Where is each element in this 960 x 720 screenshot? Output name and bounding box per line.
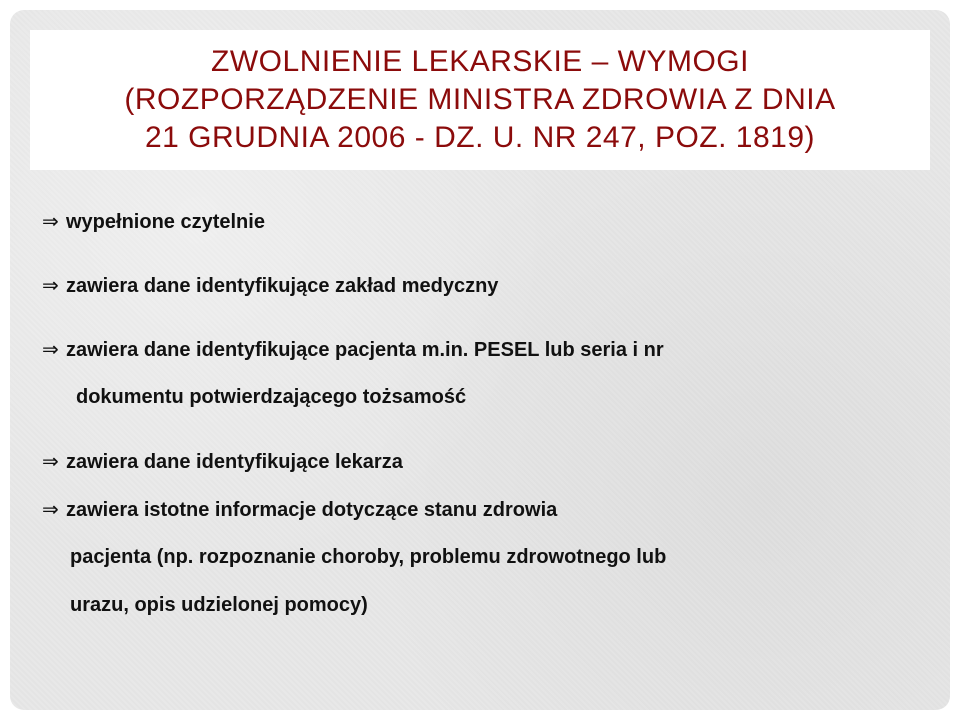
bullet-item: [42, 208, 265, 235]
bullet-item: [42, 336, 664, 363]
bullet-continuation: pacjenta (np. rozpoznanie choroby, problemu zdrowotnego lub: [70, 546, 667, 568]
bullet-text: zawiera dane identyfikujące lekarza: [66, 451, 403, 473]
bullet-item: [42, 496, 557, 523]
bullet-text: wypełnione czytelnie: [66, 211, 265, 233]
arrow-icon: ⇒: [42, 337, 59, 361]
arrow-icon: ⇒: [42, 497, 59, 521]
bullet-item: [42, 448, 403, 475]
title-line-1: ZWOLNIENIE LEKARSKIE – WYMOGI: [211, 45, 749, 78]
bullet-item: [42, 272, 498, 299]
arrow-icon: ⇒: [42, 209, 59, 233]
slide: [10, 10, 950, 710]
bullet-continuation: urazu, opis udzielonej pomocy): [70, 594, 368, 616]
bullet-text: zawiera dane identyfikujące pacjenta m.in. PESEL lub seria i nr: [66, 339, 664, 361]
arrow-icon: ⇒: [42, 273, 59, 297]
bullet-text: zawiera istotne informacje dotyczące stanu zdrowia: [66, 499, 558, 521]
title-line-3: 21 GRUDNIA 2006 - DZ. U. NR 247, POZ. 1819): [144, 121, 816, 154]
bullet-text: zawiera dane identyfikujące zakład medyczny: [66, 275, 499, 297]
title-line-2: (ROZPORZĄDZENIE MINISTRA ZDROWIA Z DNIA: [124, 83, 836, 116]
bullet-continuation: dokumentu potwierdzającego tożsamość: [76, 386, 467, 408]
arrow-icon: ⇒: [42, 449, 59, 473]
bullet-list: [42, 10, 922, 710]
